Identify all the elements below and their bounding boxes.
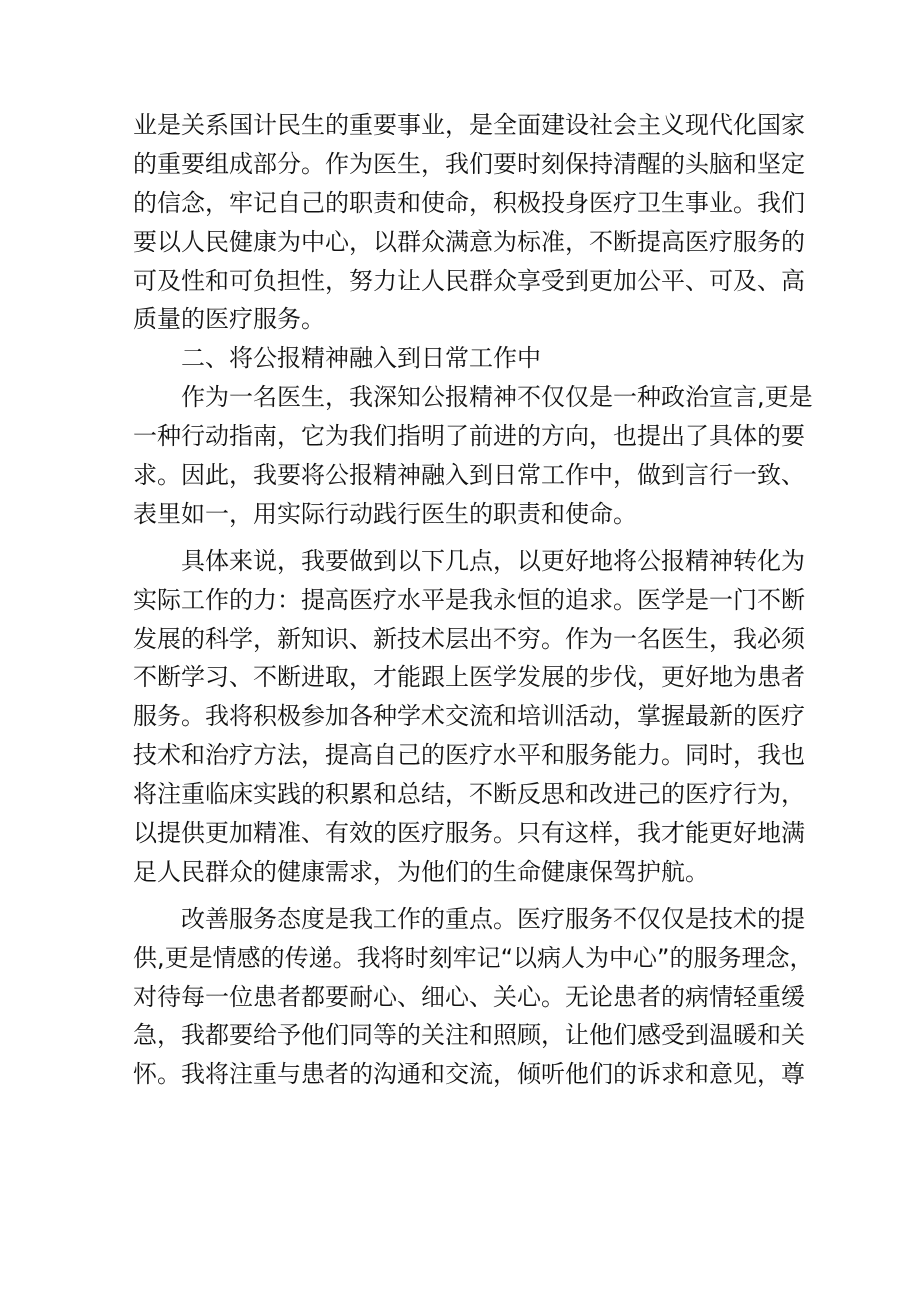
text-line: 供,更是情感的传递。我将时刻牢记“以病人为中心”的服务理念， xyxy=(133,943,814,972)
text-line: 怀。我将注重与患者的沟通和交流，倾听他们的诉求和意见，尊 xyxy=(133,1060,805,1089)
text-line: 业是关系国计民生的重要事业，是全面建设社会主义现代化国家 xyxy=(133,111,805,139)
text-line: 实际工作的力：提高医疗水平是我永恒的追求。医学是一门不断 xyxy=(133,585,805,614)
paragraph xyxy=(133,378,813,534)
text-line: 服务。我将积极参加各种学术交流和培训活动，掌握最新的医疗 xyxy=(133,702,805,731)
text-line: 一种行动指南，它为我们指明了前进的方向，也提出了具体的要 xyxy=(133,422,805,451)
text-line: 发展的科学，新知识、新技术层出不穷。作为一名医生，我必须 xyxy=(133,624,805,653)
section-heading-text: 二、将公报精神融入到日常工作中 xyxy=(181,344,541,373)
document-body xyxy=(133,106,814,1094)
text-line: 具体来说，我要做到以下几点，以更好地将公报精神转化为 xyxy=(181,546,805,575)
text-line: 将注重临床实践的积累和总结，不断反思和改进己的医疗行为， xyxy=(133,780,805,809)
section-heading xyxy=(133,339,793,378)
text-line: 作为一名医生，我深知公报精神不仅仅是一种政治宣言,更是 xyxy=(181,383,813,412)
paragraph-gap xyxy=(133,534,793,542)
text-line: 对待每一位患者都要耐心、细心、关心。无论患者的病情轻重缓 xyxy=(133,982,805,1011)
text-line: 的信念，牢记自己的职责和使命，积极投身医疗卫生事业。我们 xyxy=(133,188,805,217)
text-line: 改善服务态度是我工作的重点。医疗服务不仅仅是技术的提 xyxy=(181,904,805,933)
text-line: 的重要组成部分。作为医生，我们要时刻保持清醒的头脑和坚定 xyxy=(133,149,805,178)
text-line: 以提供更加精准、有效的医疗服务。只有这样，我才能更好地满 xyxy=(133,819,805,848)
text-line: 足人民群众的健康需求，为他们的生命健康保驾护航。 xyxy=(133,857,709,886)
text-line: 可及性和可负担性，努力让人民群众享受到更加公平、可及、高 xyxy=(133,266,805,295)
paragraph xyxy=(133,542,805,892)
text-line: 要以人民健康为中心，以群众满意为标准，不断提高医疗服务的 xyxy=(133,227,805,256)
paragraph-gap xyxy=(133,892,793,900)
text-line: 急，我都要给予他们同等的关注和照顾，让他们感受到温暖和关 xyxy=(133,1021,805,1050)
text-line: 不断学习、不断进取，才能跟上医学发展的步伐，更好地为患者 xyxy=(133,663,805,692)
text-line: 表里如一，用实际行动践行医生的职责和使命。 xyxy=(133,499,637,528)
paragraph xyxy=(133,900,814,1094)
paragraph xyxy=(133,106,805,339)
text-line: 技术和治疗方法，提高自己的医疗水平和服务能力。同时，我也 xyxy=(133,741,805,770)
text-line: 求。因此，我要将公报精神融入到日常工作中，做到言行一致、 xyxy=(133,461,805,490)
text-line: 质量的医疗服务。 xyxy=(133,305,325,334)
